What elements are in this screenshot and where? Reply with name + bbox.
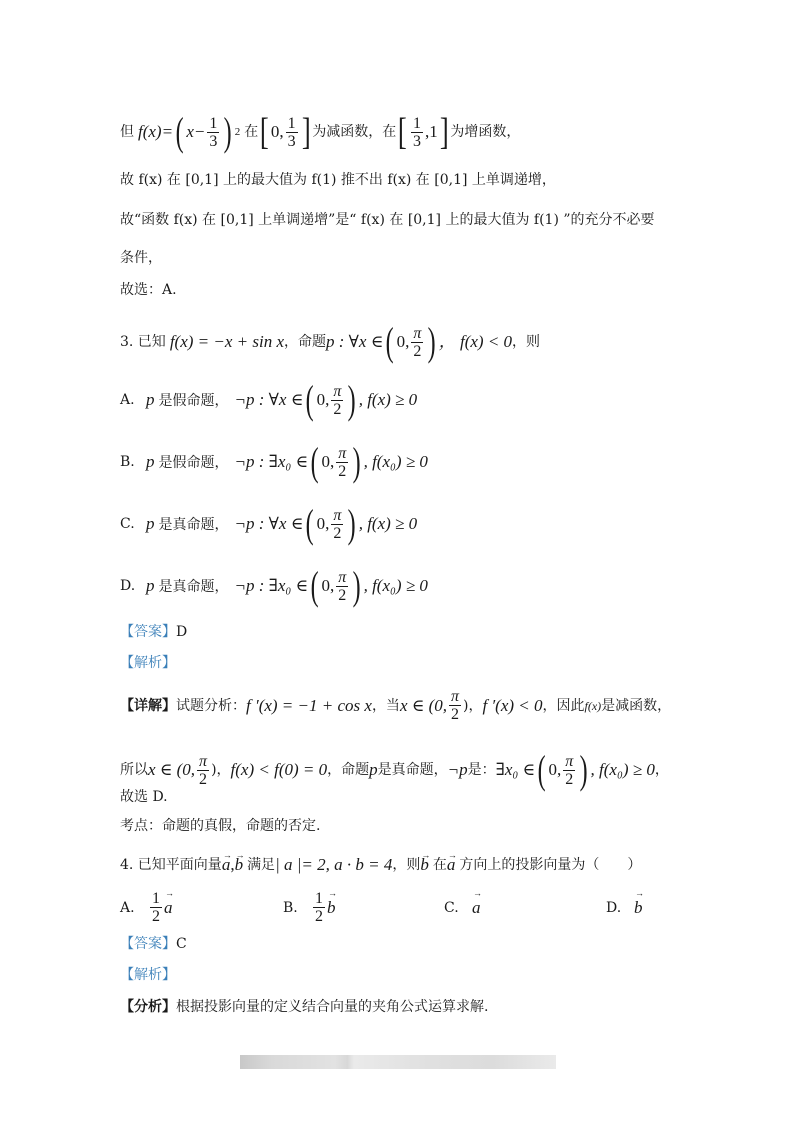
paren-open: ( xyxy=(310,563,319,608)
fenxi-label: 【分析】 xyxy=(120,999,176,1015)
math: ¬p xyxy=(447,760,468,779)
math: p xyxy=(146,514,155,533)
fraction: $\frac{1}{3}$ xyxy=(209,114,218,150)
fraction: $\frac{\pi}{2}$ xyxy=(450,688,459,723)
continuation-line-2 xyxy=(120,170,556,190)
text: 故选：A. xyxy=(120,282,177,298)
bracket-close: ] xyxy=(439,111,449,153)
text: )， xyxy=(211,762,231,778)
math: f ′(x) = −1 + cos x xyxy=(246,695,372,715)
text: 故“函数 f(x) 在 [0,1] 上单调递增”是“ f(x) 在 [0,1] 上的最大值为 f(1) ”的充分不必要 xyxy=(120,212,655,228)
paren-close: ) xyxy=(579,747,588,792)
option-label: B. xyxy=(283,899,298,916)
analysis-label: 【解析】 xyxy=(120,655,176,671)
fraction: $\frac{\pi}{2}$ xyxy=(199,752,208,788)
math: x ∈ (0, xyxy=(148,760,196,779)
math: x ∈ (0, xyxy=(399,695,447,715)
text: )， xyxy=(463,697,483,714)
q4-option-a xyxy=(120,890,173,925)
option-label: C. xyxy=(444,900,459,916)
answer-value: C xyxy=(176,936,187,952)
fraction: $\frac{\pi}{2}$ xyxy=(338,444,347,480)
fraction: $\frac{\pi}{2}$ xyxy=(413,324,422,360)
math: ， f(x) < 0 xyxy=(438,332,513,351)
footer-watermark xyxy=(240,1055,556,1069)
q4-option-d xyxy=(606,898,643,918)
paren-close: ) xyxy=(352,439,361,484)
text: 故选 D. xyxy=(120,789,168,805)
continuation-line-1 xyxy=(120,109,521,154)
math-expr: x− xyxy=(186,122,206,141)
paren-open: ( xyxy=(305,377,314,422)
text: 条件， xyxy=(120,250,162,266)
text: ，当 xyxy=(371,697,400,714)
paren-open: ( xyxy=(385,319,394,364)
detail-label: 【详解】 xyxy=(120,697,176,714)
text: 在 xyxy=(244,124,259,140)
fraction: $\frac{\pi}{2}$ xyxy=(338,568,347,604)
text: 为增函数， xyxy=(450,124,521,140)
math: 0, xyxy=(321,452,335,471)
continuation-line-4 xyxy=(120,248,162,268)
option-label: D. xyxy=(120,578,136,594)
math: , f(x₀) ≥ 0 xyxy=(363,576,428,595)
fraction: $\frac{\pi}{2}$ xyxy=(333,382,342,418)
vector: → b xyxy=(327,898,336,918)
vector-a: → a xyxy=(222,855,231,875)
analysis-line-q3 xyxy=(120,653,176,673)
option-b xyxy=(120,439,428,484)
text: 考点：命题的真假，命题的否定. xyxy=(120,818,321,834)
option-label: B. xyxy=(120,454,135,470)
text: 是真命题， xyxy=(377,762,448,778)
answer-label: 【答案】 xyxy=(120,624,176,640)
fraction: $\frac{1}{2}$ xyxy=(315,890,323,925)
math: 0, xyxy=(316,514,330,533)
vector: → a xyxy=(472,898,481,918)
text: 是： xyxy=(467,762,496,778)
text: 为减函数，在 xyxy=(312,124,397,140)
q3-kaodian xyxy=(120,816,320,836)
math-fx: f(x)= xyxy=(138,122,174,141)
q4-option-c xyxy=(444,898,481,918)
detail-line-1 xyxy=(120,688,671,723)
bracket-close: ] xyxy=(301,111,311,153)
math: , f(x) ≥ 0 xyxy=(358,514,418,533)
paren-close: ) xyxy=(348,377,357,422)
math: ¬p : ∃x₀ ∈ xyxy=(234,576,309,595)
vector-a: → a xyxy=(447,855,456,875)
fraction: $\frac{\pi}{2}$ xyxy=(565,752,574,788)
math: f(x) < f(0) = 0 xyxy=(230,760,328,779)
text: 方向上的投影向量为（ ） xyxy=(459,857,642,873)
math: p xyxy=(146,390,155,409)
question-number: 3. 已知 xyxy=(120,334,166,350)
option-label: A. xyxy=(120,899,135,916)
text: 故 f(x) 在 [0,1] 上的最大值为 f(1) 推不出 f(x) 在 [0,1] 上单调递增， xyxy=(120,172,556,188)
paren-close: ) xyxy=(428,319,437,364)
fraction: $\frac{1}{2}$ xyxy=(152,890,160,925)
math: , f(x) ≥ 0 xyxy=(358,390,418,409)
math: ¬p : ∃x₀ ∈ xyxy=(234,452,309,471)
math: | a |= 2, a · b = 4 xyxy=(275,855,393,874)
text: ，则 xyxy=(392,857,421,873)
math: 0, xyxy=(396,332,410,351)
math: 0, xyxy=(548,760,562,779)
answer-line-q3 xyxy=(120,622,187,642)
option-d xyxy=(120,563,428,608)
analysis-label: 【解析】 xyxy=(120,967,176,983)
math: ¬p : ∀x ∈ xyxy=(234,514,304,533)
vector-b: → b xyxy=(420,855,429,875)
fraction: $\frac{1}{3}$ xyxy=(287,114,296,150)
continuation-line-3 xyxy=(120,210,655,230)
text: ，因此 xyxy=(542,697,585,714)
vector: → a xyxy=(164,898,173,918)
option-label: A. xyxy=(120,392,135,408)
paren-open: ( xyxy=(537,747,546,792)
option-label: C. xyxy=(120,516,135,532)
paren-close: ) xyxy=(224,109,233,154)
math: f ′(x) < 0 xyxy=(482,695,543,715)
text: 根据投影向量的定义结合向量的夹角公式运算求解. xyxy=(176,999,489,1015)
bracket-open: [ xyxy=(260,111,270,153)
math: p : ∀x ∈ xyxy=(326,332,384,351)
text: ，命题 xyxy=(284,334,326,350)
option-label: D. xyxy=(606,900,622,916)
text: 是假命题， xyxy=(158,455,229,471)
bracket-open: [ xyxy=(398,111,408,153)
text: 是真命题， xyxy=(158,517,229,533)
math: ,1 xyxy=(424,122,438,141)
math: 0, xyxy=(321,576,335,595)
text: ，则 xyxy=(512,334,541,350)
math: 0, xyxy=(270,122,284,141)
question-3-stem xyxy=(120,319,541,364)
math: p xyxy=(369,760,378,779)
fenxi-line xyxy=(120,997,488,1017)
paren-open: ( xyxy=(305,501,314,546)
text: 所以 xyxy=(120,762,148,778)
paren-open: ( xyxy=(310,439,319,484)
question-number: 4. 已知平面向量 xyxy=(120,857,222,873)
text: ，命题 xyxy=(327,762,370,778)
math: , f(x₀) ≥ 0 xyxy=(590,760,655,779)
text: 是假命题， xyxy=(158,393,229,409)
text: 满足 xyxy=(247,857,276,873)
text: 是减函数， xyxy=(601,697,672,714)
paren-open: ( xyxy=(175,109,184,154)
math: f(x) xyxy=(584,698,602,713)
option-c xyxy=(120,501,418,546)
math: p xyxy=(146,576,155,595)
math: ∃x₀ ∈ xyxy=(495,760,536,779)
detail-line-2 xyxy=(120,747,669,792)
text: 在 xyxy=(432,857,447,873)
math: 0, xyxy=(316,390,330,409)
question-4-stem: 4. 已知平面向量 → a , → b 满足 | a |= 2, a · b = 4 ，则 → b 在 → a 方向上的投影向量为（ ） xyxy=(120,855,641,875)
text: 试题分析： xyxy=(176,697,246,714)
fraction: $\frac{1}{3}$ xyxy=(412,114,421,150)
q4-option-b xyxy=(283,890,336,925)
math: p xyxy=(146,452,155,471)
vector: → b xyxy=(634,898,643,918)
fraction: $\frac{\pi}{2}$ xyxy=(333,506,342,542)
math: ¬p : ∀x ∈ xyxy=(234,390,304,409)
answer-line-q4 xyxy=(120,934,187,954)
analysis-line-q4 xyxy=(120,965,176,985)
math: f(x) = −x + sin x xyxy=(169,332,284,351)
text: 但 xyxy=(120,124,134,140)
paren-close: ) xyxy=(348,501,357,546)
option-a xyxy=(120,377,418,422)
answer-label: 【答案】 xyxy=(120,936,176,952)
vector-b: → b xyxy=(235,855,244,875)
answer-value: D xyxy=(176,624,188,640)
text: 是真命题， xyxy=(158,579,229,595)
text: ， xyxy=(654,762,669,778)
conclusion-line xyxy=(120,280,177,300)
paren-close: ) xyxy=(352,563,361,608)
math: , f(x₀) ≥ 0 xyxy=(363,452,428,471)
q3-conclusion xyxy=(120,787,168,807)
exponent: 2 xyxy=(234,126,241,138)
